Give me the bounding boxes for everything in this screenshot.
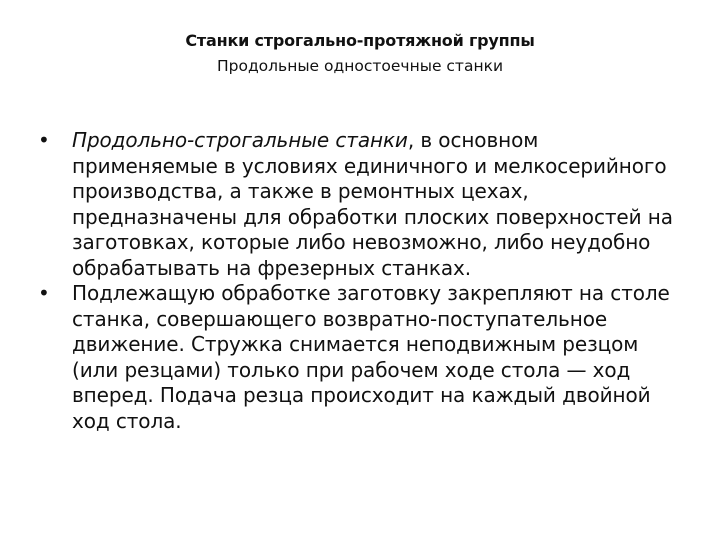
bullet-item — [38, 128, 688, 281]
bullet-text: Подлежащую обработке заготовку закрепляют на столе станка, совершающего возвратно-поступательное движение. Стружка снимается неподвижным резцом (или резцами) только при рабочем ходе стола — ход вперед. Подача резца происходит на каждый двойной ход стола. — [72, 281, 670, 433]
slide-title: Станки строгально-протяжной группы — [185, 31, 535, 50]
bullet-item — [38, 281, 688, 434]
bullet-icon: • — [38, 281, 50, 305]
bullet-list — [38, 128, 688, 434]
title-block — [0, 30, 720, 78]
bullet-lead-term: Продольно-строгальные станки — [72, 128, 408, 152]
bullet-text: , в основном применяемые в условиях единичного и мелкосерийного производства, а также в ремонтных цехах, предназначены для обработки плоских поверхностей на заготовках, которые либо невозможно, либо неудобно обрабатывать на фрезерных станках. — [72, 128, 673, 280]
bullet-icon: • — [38, 128, 50, 152]
slide-subtitle: Продольные одностоечные станки — [216, 57, 504, 75]
